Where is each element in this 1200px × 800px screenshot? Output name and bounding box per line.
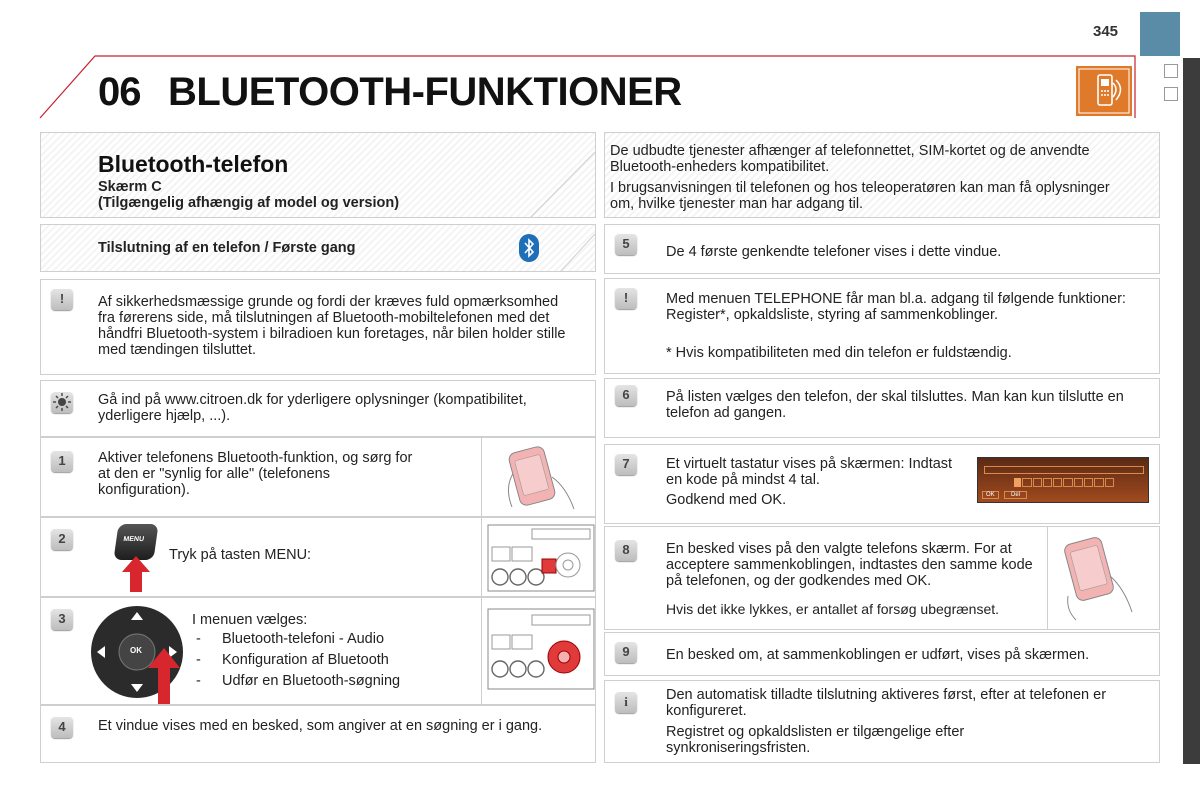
step8-p1: En besked vises på den valgte telefons skærm. For at acceptere sammenkoblingen, indtastes den samme kode på telefonen, og der godkendes med OK.: [666, 541, 1033, 589]
intro-panel: [40, 132, 596, 218]
tip-panel: [40, 380, 596, 437]
intro-subtitle: Skærm C: [98, 179, 162, 195]
warning-text: Af sikkerhedsmæssige grunde og fordi der kræves fuld opmærksomhed fra førerens side, må tilslutningen af Bluetooth-mobiltelefonen med det håndfri Bluetooth-system i bilradioen kun foretages, når bilen holder stille med tændingen tilsluttet.: [98, 294, 566, 358]
step1-panel: [40, 437, 596, 517]
step5-text: De 4 første genkendte telefoner vises i dette vindue.: [666, 244, 1002, 260]
warning2-p2: * Hvis kompatibiliteten med din telefon er fuldstændig.: [666, 345, 1012, 361]
margin-box-2: [1164, 87, 1178, 101]
lightbulb-tip-icon: [51, 391, 73, 413]
info-top-p1: De udbudte tjenester afhænger af telefonnettet, SIM-kortet og de anvendte Bluetooth-enheders kompatibilitet.: [610, 143, 1090, 175]
page-number: 345: [1093, 23, 1119, 40]
step3-panel: [40, 597, 596, 705]
bluetooth-icon: [519, 234, 539, 262]
keyboard-ok-key: OK: [982, 491, 999, 499]
press-arrow-icon: [144, 646, 184, 706]
section-title: Tilslutning af en telefon / Første gang: [98, 240, 356, 256]
radio-panel-illustration-ok: [481, 597, 598, 705]
step8-p2: Hvis det ikke lykkes, er antallet af forsøg ubegrænset.: [666, 601, 1000, 617]
info-panel: [604, 680, 1160, 763]
menu-item-bluetooth-configuration: - Konfiguration af Bluetooth: [192, 650, 400, 671]
step4-text: Et vindue vises med en besked, som angiver at en søgning er i gang.: [98, 718, 543, 734]
step6-panel: [604, 378, 1160, 438]
intro-title: Bluetooth-telefon: [98, 151, 289, 177]
info-top-panel: [604, 132, 1160, 218]
radio-panel-illustration-menu: [481, 517, 598, 597]
step9-badge: 9: [615, 641, 637, 663]
step8-panel: [604, 526, 1160, 630]
info-p2: Registret og opkaldslisten er tilgængelige efter synkroniseringsfristen.: [666, 724, 965, 756]
step7-p2: Godkend med OK.: [666, 492, 787, 508]
warning2-panel: [604, 278, 1160, 374]
phone-illustration: [1047, 526, 1162, 630]
tip-text: Gå ind på www.citroen.dk for yderligere oplysninger (kompatibilitet, yderligere hjælp, ...).: [98, 392, 527, 424]
step2-badge: 2: [51, 528, 73, 550]
intro-note: (Tilgængelig afhængig af model og version): [98, 195, 400, 211]
menu-item-bluetooth-search: - Udfør en Bluetooth-søgning: [192, 671, 400, 692]
press-arrow-icon: [116, 554, 156, 594]
step7-p1: Et virtuelt tastatur vises på skærmen: Indtast en kode på mindst 4 tal.: [666, 456, 953, 488]
step8-badge: 8: [615, 539, 637, 561]
step4-panel: [40, 705, 596, 763]
step9-panel: [604, 632, 1160, 676]
menu-key-label: MENU: [122, 536, 145, 543]
bluetooth-phone-chapter-icon: [1076, 66, 1132, 116]
warning-icon: !: [51, 288, 73, 310]
warning-icon: !: [615, 287, 637, 309]
step1-text: Aktiver telefonens Bluetooth-funktion, og sørg for at den er "synlig for alle" (telefonens konfiguration).: [98, 450, 413, 498]
side-bar: [1183, 58, 1200, 764]
margin-box-1: [1164, 64, 1178, 78]
info-p1: Den automatisk tilladte tilslutning aktiveres først, efter at telefonen er konfigureret.: [666, 687, 1107, 719]
warning2-p1: Med menuen TELEPHONE får man bl.a. adgang til følgende funktioner: Register*, opkaldsliste, styring af sammenkoblinger.: [666, 291, 1126, 323]
step7-badge: 7: [615, 453, 637, 475]
virtual-keyboard-screen: [977, 457, 1149, 503]
step2-text: Tryk på tasten MENU:: [169, 547, 312, 563]
keyboard-del-key: Del: [1004, 491, 1027, 499]
warning-panel: [40, 279, 596, 375]
chapter-number: 06: [98, 70, 141, 114]
info-top-p2: I brugsanvisningen til telefonen og hos teleoperatøren kan man få oplysninger om, hvilke tjenester man har adgang til.: [610, 180, 1110, 212]
step2-panel: [40, 517, 596, 597]
step4-badge: 4: [51, 716, 73, 738]
step7-panel: [604, 444, 1160, 524]
step3-badge: 3: [51, 608, 73, 630]
menu-item-bluetooth-telephony: - Bluetooth-telefoni - Audio: [192, 629, 400, 650]
step5-badge: 5: [615, 233, 637, 255]
step3-intro: I menuen vælges:: [192, 612, 308, 628]
chapter-title: BLUETOOTH-FUNKTIONER: [168, 70, 682, 114]
phone-illustration: [481, 437, 598, 517]
step6-text: På listen vælges den telefon, der skal tilsluttes. Man kan kun tilslutte en telefon ad gangen.: [666, 389, 1124, 421]
section-header-panel: [40, 224, 596, 272]
ok-key-label: OK: [130, 646, 142, 655]
step9-text: En besked om, at sammenkoblingen er udført, vises på skærmen.: [666, 647, 1090, 663]
step1-badge: 1: [51, 450, 73, 472]
info-icon: i: [615, 691, 637, 713]
step3-menu-list: [192, 629, 400, 692]
step5-panel: [604, 224, 1160, 274]
step6-badge: 6: [615, 384, 637, 406]
